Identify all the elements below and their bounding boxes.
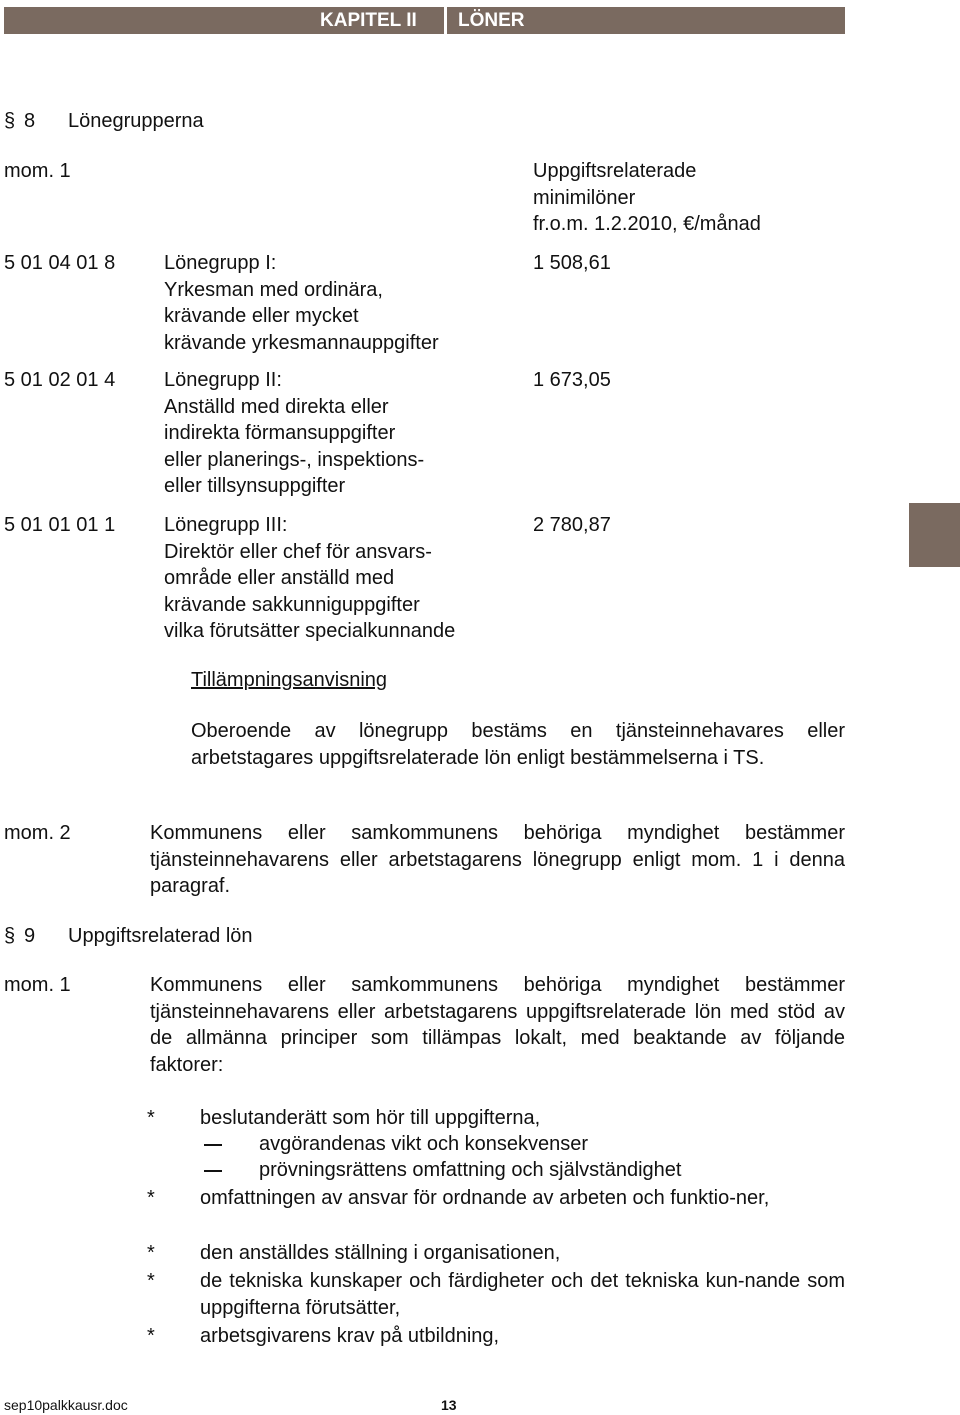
section-9-number: 9 [24,925,36,947]
chapter-label: KAPITEL II [320,10,417,31]
group-line: Yrkesman med ordinära, [164,278,383,301]
factor-item: den anställdes ställning i organisationen, [200,1242,561,1264]
group-code: 5 01 02 01 4 [4,369,116,391]
factor-item: arbetsgivarens krav på utbildning, [200,1325,500,1347]
mom-1-text: Kommunens eller samkommunens behöriga myndighet bestämmer tjänsteinnehavarens eller arbetstagarens uppgiftsrelaterade lön med stöd av de allmänna principer som tillämpas lokalt, med beaktande av följande faktorer: [150,974,845,1076]
section-8-number: 8 [24,110,36,132]
guidance-text: Oberoende av lönegrupp bestäms en tjänsteinnehavares eller arbetstagares uppgiftsrelaterade lön enligt bestämmelserna i TS. [191,720,845,769]
group-line: eller tillsynsuppgifter [164,475,346,498]
factor-item: omfattningen av ansvar för ordnande av arbeten och funktio-ner, [200,1187,770,1209]
mom-label: mom. 1 [4,974,71,996]
bullet-asterisk: * [147,1242,155,1264]
bullet-asterisk: * [147,1270,155,1292]
dash-bullet [204,1157,222,1184]
group-line: Lönegrupp II: [164,369,282,391]
header-separator [444,7,447,34]
group-line: vilka förutsätter specialkunnande [164,620,456,643]
group-line: Anställd med direkta eller [164,395,389,418]
group-code: 5 01 04 01 8 [4,252,116,274]
group-line: Lönegrupp I: [164,252,277,274]
section-8-title: Lönegrupperna [68,110,204,132]
factor-item: beslutanderätt som hör till uppgifterna, [200,1107,541,1129]
dash-bullet [204,1131,222,1158]
group-amount: 2 780,87 [533,514,611,536]
group-line: område eller anställd med [164,567,395,590]
group-amount: 1 673,05 [533,369,611,391]
group-line: Direktör eller chef för ansvars- [164,540,432,563]
section-9-title: Uppgiftsrelaterad lön [68,925,253,947]
group-code: 5 01 01 01 1 [4,514,116,536]
column-heading-line: minimilöner [533,186,636,209]
group-line: krävande yrkesmannauppgifter [164,331,439,354]
chapter-title: LÖNER [458,10,525,31]
factor-subitem: avgörandenas vikt och konsekvenser [259,1133,589,1155]
group-line: Lönegrupp III: [164,514,288,536]
group-description [164,367,424,500]
group-line: krävande eller mycket [164,305,359,328]
group-line: indirekta förmansuppgifter [164,422,396,445]
mom-label: mom. 2 [4,822,71,844]
bullet-asterisk: * [147,1325,155,1347]
chapter-side-tab [909,503,960,567]
chapter-header-band [4,7,845,34]
column-heading-line: Uppgiftsrelaterade [533,160,697,182]
footer-filename: sep10palkkausr.doc [4,1397,128,1413]
bullet-asterisk: * [147,1107,155,1129]
group-amount: 1 508,61 [533,252,611,274]
guidance-heading: Tillämpningsanvisning [191,669,388,691]
group-line: eller planerings-, inspektions- [164,448,425,471]
mom-2-text: Kommunens eller samkommunens behöriga myndighet bestämmer tjänsteinnehavarens eller arbetstagarens lönegrupp enligt mom. 1 i denna paragraf. [150,822,845,898]
factor-subitem: prövningsrättens omfattning och självständighet [259,1159,682,1181]
factor-item: de tekniska kunskaper och färdigheter och det tekniska kun-nande som uppgifterna förutsätter, [200,1270,845,1319]
group-line: krävande sakkunniguppgifter [164,593,420,616]
bullet-asterisk: * [147,1187,155,1209]
page-number: 13 [441,1397,457,1413]
salary-column-heading [533,158,761,238]
section-sign: § [4,925,16,947]
group-description [164,512,455,645]
group-description [164,250,439,356]
mom-label: mom. 1 [4,160,71,182]
column-heading-line: fr.o.m. 1.2.2010, €/månad [533,213,761,236]
section-sign: § [4,110,16,132]
